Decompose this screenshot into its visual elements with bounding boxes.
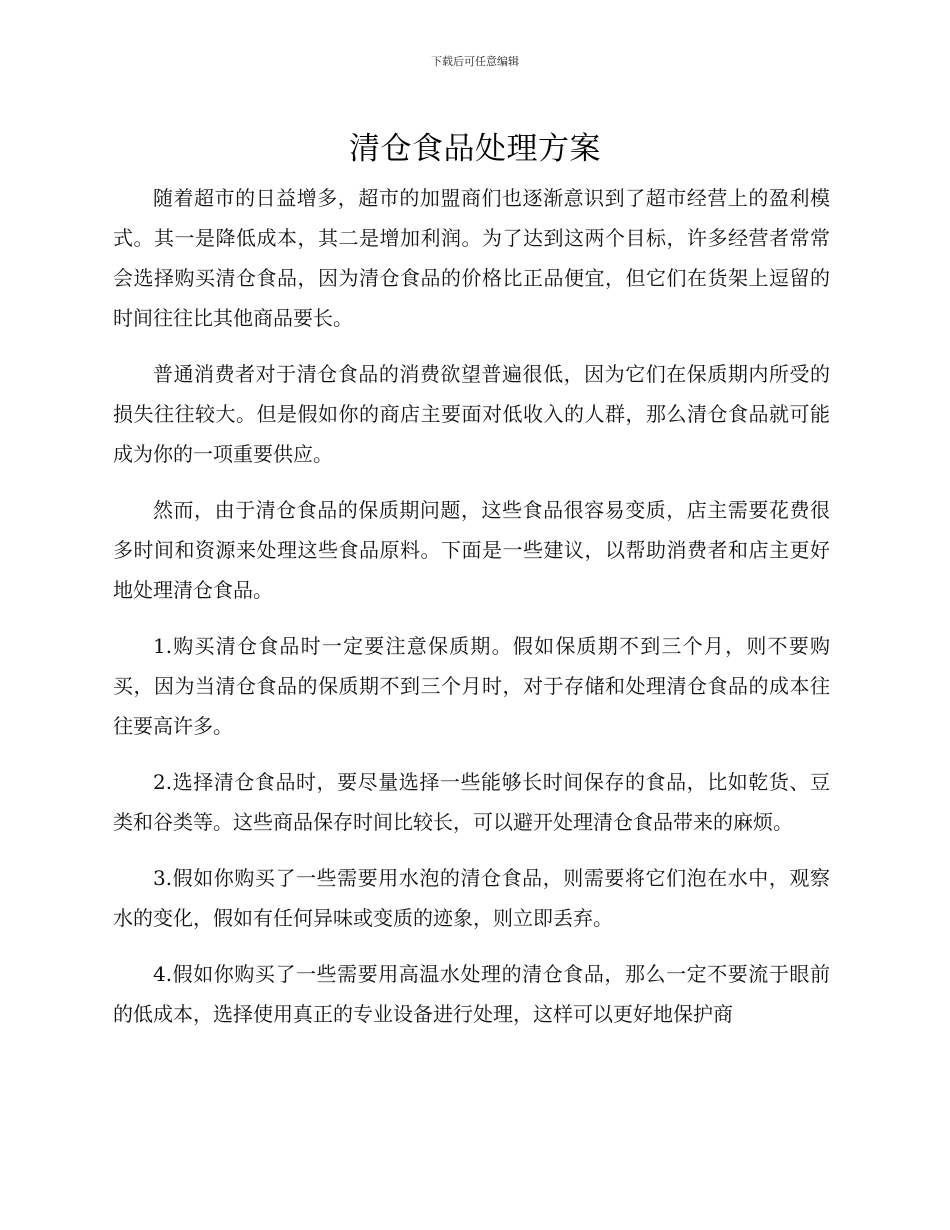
paragraph-tip-1: 1.购买清仓食品时一定要注意保质期。假如保质期不到三个月，则不要购买，因为当清仓食品的保质期不到三个月时，对于存储和处理清仓食品的成本往往要高许多。 (113, 634, 830, 738)
document-title: 清仓食品处理方案 (349, 131, 601, 167)
paragraph-tip-4: 4.假如你购买了一些需要用高温水处理的清仓食品，那么一定不要流于眼前的低成本，选择使用真正的专业设备进行处理，这样可以更好地保护商 (113, 962, 830, 1026)
document-body (113, 178, 830, 1050)
header-note: 下载后可任意编辑 (431, 55, 519, 68)
paragraph-consumers: 普通消费者对于清仓食品的消费欲望普遍很低，因为它们在保质期内所受的损失往往较大。但是假如你的商店主要面对低收入的人群，那么清仓食品就可能成为你的一项重要供应。 (113, 362, 830, 466)
paragraph-handling: 然而，由于清仓食品的保质期问题，这些食品很容易变质，店主需要花费很多时间和资源来处理这些食品原料。下面是一些建议，以帮助消费者和店主更好地处理清仓食品。 (113, 498, 830, 602)
paragraph-intro: 随着超市的日益增多，超市的加盟商们也逐渐意识到了超市经营上的盈利模式。其一是降低成本，其二是增加利润。为了达到这两个目标，许多经营者常常会选择购买清仓食品，因为清仓食品的价格比正品便宜，但它们在货架上逗留的时间往往比其他商品要长。 (113, 186, 830, 330)
paragraph-tip-3: 3.假如你购买了一些需要用水泡的清仓食品，则需要将它们泡在水中，观察水的变化，假如有任何异味或变质的迹象，则立即丢弃。 (113, 866, 830, 930)
paragraph-tip-2: 2.选择清仓食品时，要尽量选择一些能够长时间保存的食品，比如乾货、豆类和谷类等。这些商品保存时间比较长，可以避开处理清仓食品带来的麻烦。 (113, 770, 830, 834)
